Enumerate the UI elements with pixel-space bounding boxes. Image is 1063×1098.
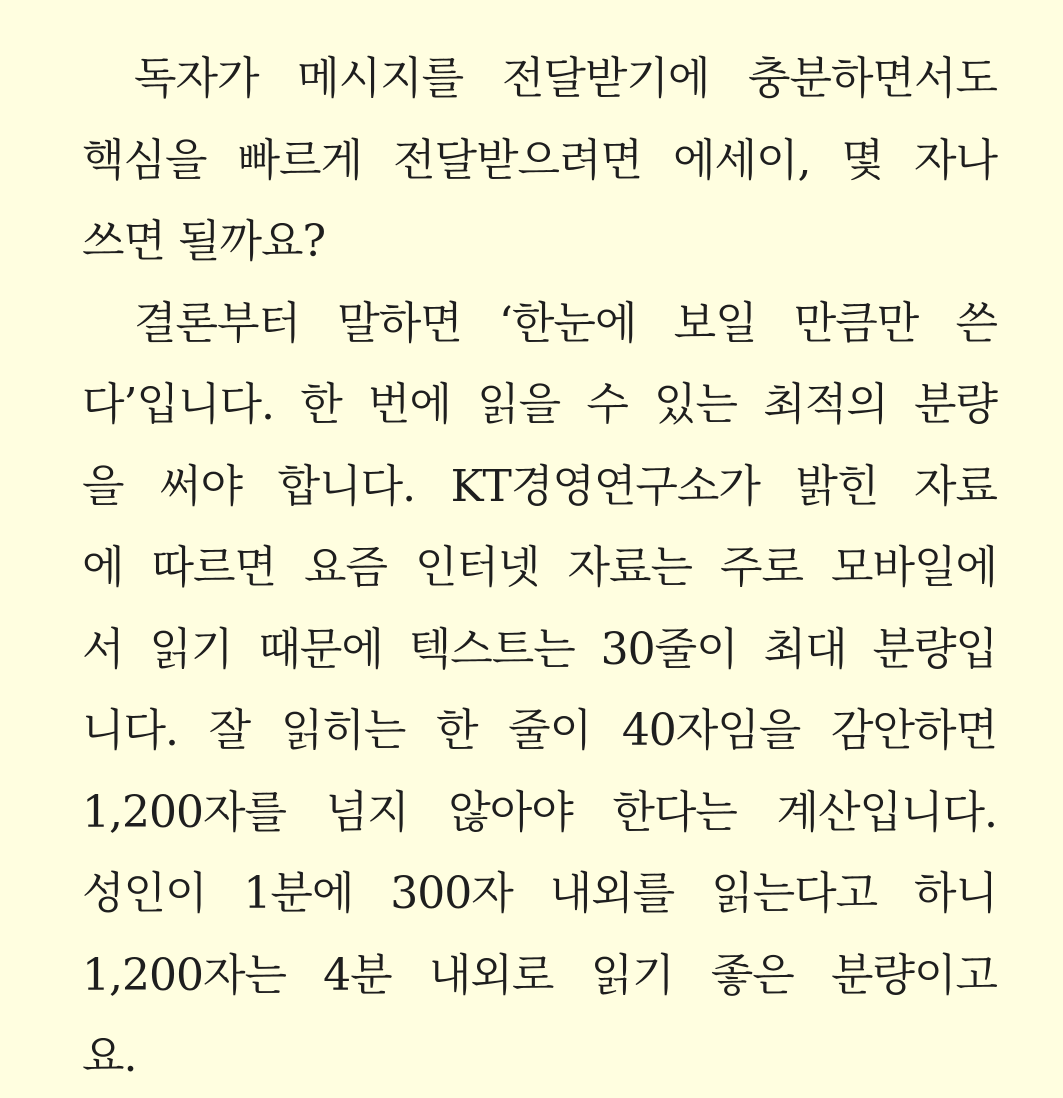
text-line: 다’입니다. 한 번에 읽을 수 있는 최적의 분량 [82,379,997,430]
text-line: 서 읽기 때문에 텍스트는 30줄이 최대 분량입 [82,623,997,675]
text-line: 요. [82,1031,137,1082]
text-line: 쓰면 될까요? [82,216,326,267]
body-text [82,38,997,1098]
text-line: 성인이 1분에 300자 내외를 읽는다고 하니 [82,868,997,919]
text-line: 니다. 잘 읽히는 한 줄이 40자임을 감안하면 [82,705,997,756]
paragraph [82,283,997,1098]
text-line: 에 따르면 요즘 인터넷 자료는 주로 모바일에 [82,542,997,593]
text-line: 결론부터 말하면 ‘한눈에 보일 만큼만 쓴 [134,297,997,349]
text-line: 핵심을 빠르게 전달받으려면 에세이, 몇 자나 [82,134,997,186]
text-line: 을 써야 합니다. KT경영연구소가 밝힌 자료 [82,460,997,512]
paragraph [82,38,997,283]
text-line: 1,200자를 넘지 않아야 한다는 계산입니다. [82,786,997,838]
text-line: 독자가 메시지를 전달받기에 충분하면서도 [134,53,997,104]
text-line: 1,200자는 4분 내외로 읽기 좋은 분량이고 [82,949,997,1001]
